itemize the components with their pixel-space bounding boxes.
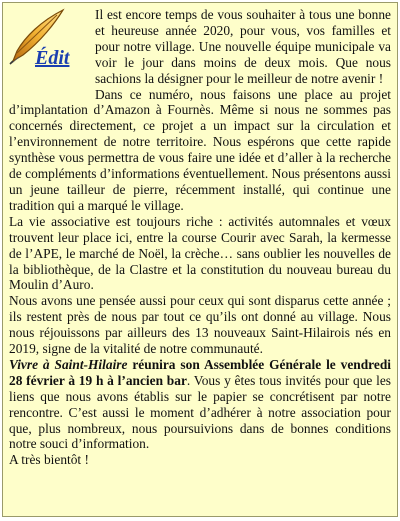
editorial-page — [2, 2, 398, 517]
paragraph-associations: La vie associative est toujours riche : activités automnales et vœux trouvent leur place ici, entre la course Courir avec Sarah, la kermesse de l’APE, le marché de Noël, la crèche… sans oublier les nouvelles de la bibliothèque, de la Clastre et la constitution du nouveau bureau du Moulin d’Auro. — [9, 213, 391, 293]
paragraph-remembrance: Nous avons une pensée aussi pour ceux qui sont disparus cette année ; ils restent près de nous par tout ce qu’ils ont donné au village. Nous nous réjouissons par ailleurs des 13 nouveaux Saint-Hilairois nés en 2019, signe de la vitalité de notre communauté. — [9, 293, 391, 357]
paragraph-greetings: Il est encore temps de vous souhaiter à tous une bonne et heureuse année 2020, pour vous, vos familles et pour notre village. Une nouvelle équipe municipale va voir le jour dans moins de deux mois. Que nous sachions la désigner pour le meilleur de notre avenir ! — [95, 7, 391, 86]
paragraph-signoff: A très bientôt ! — [9, 452, 89, 468]
paragraph-amazon: Dans ce numéro, nous faisons une place au projet d’implantation d’Amazon à Fournès. Même si nous ne sommes pas concernés directement, ce projet a un impact sur la circulation et l’environnement de notre territoire. Nous espérons que cette rapide synthèse vous permettra de vous faire une idée et d’aller à la recherche de compléments d’informations éventuellement. Nous présentons aussi un jeune tailleur de pierre, récemment installé, qui continue une tradition qui a marqué le village. — [9, 86, 391, 213]
assembly-announcement: réunira son Assemblée Générale le vendredi 28 février à 19 h à l’ancien bar — [9, 356, 391, 388]
editorial-logo — [7, 7, 93, 99]
editorial-title: Édit — [35, 47, 70, 69]
association-name: Vivre à Saint-Hilaire — [9, 356, 128, 372]
assembly-invitation: . Vous y êtes tous invités pour que les liens que nous avons établis sur le papier se concrétisent par notre rencontre. C’est aussi le moment d’adhérer à notre association pour que, plus nombreux, nous poursuivions dans de bonnes conditions notre souci d’information. — [9, 372, 392, 452]
paragraph-assembly — [9, 357, 391, 452]
